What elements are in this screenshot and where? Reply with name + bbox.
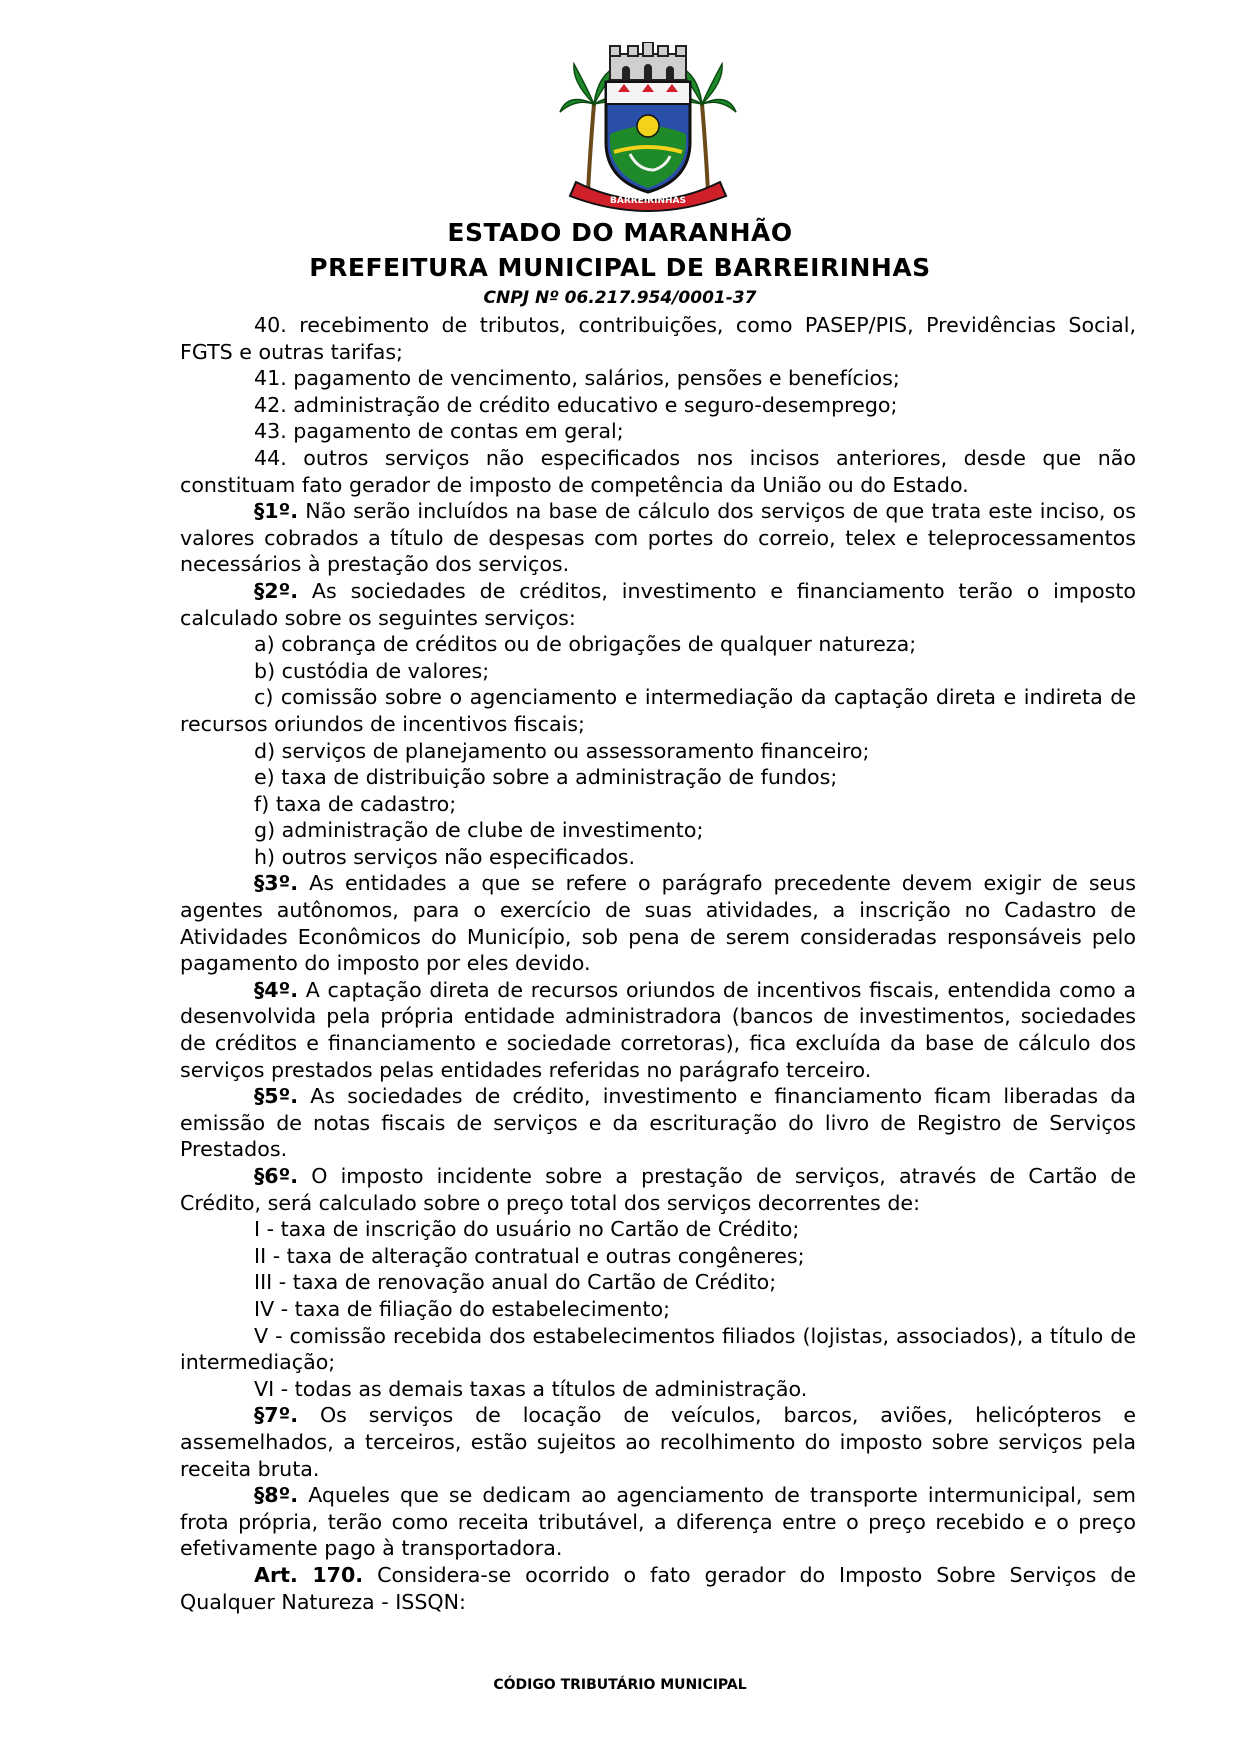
paragraph-lead: §8º.: [254, 1483, 299, 1508]
paragraph-text: Os serviços de locação de veículos, barcos, aviões, helicópteros e assemelhados, a terceiros, estão sujeitos ao recolhimento do imposto sobre serviços pela receita bruta.: [180, 1403, 1136, 1481]
paragraph-text: II - taxa de alteração contratual e outras congêneres;: [254, 1243, 805, 1268]
paragraph-text: c) comissão sobre o agenciamento e intermediação da captação direta e indireta de recursos oriundos de incentivos fiscais;: [180, 685, 1136, 736]
document-paragraph: [180, 1243, 1136, 1270]
document-paragraph: [180, 1216, 1136, 1243]
document-body: [180, 312, 1136, 1615]
paragraph-text: III - taxa de renovação anual do Cartão de Crédito;: [254, 1270, 777, 1295]
crest-banner-text: BARREIRINHAS: [610, 196, 686, 206]
paragraph-text: 44. outros serviços não especificados nos incisos anteriores, desde que não constituam fato gerador de imposto de competência da União ou do Estado.: [180, 445, 1136, 497]
state-title: ESTADO DO MARANHÃO: [447, 218, 793, 247]
paragraph-text: VI - todas as demais taxas a títulos de administração.: [254, 1376, 808, 1401]
document-paragraph: [180, 1482, 1136, 1562]
document-paragraph: [180, 365, 1136, 392]
paragraph-text: O imposto incidente sobre a prestação de serviços, através de Cartão de Crédito, será calculado sobre o preço total dos serviços decorrentes de:: [180, 1164, 1136, 1215]
paragraph-text: As sociedades de créditos, investimento e financiamento terão o imposto calculado sobre os seguintes serviços:: [180, 578, 1136, 630]
document-paragraph: [180, 1402, 1136, 1482]
paragraph-text: A captação direta de recursos oriundos de incentivos fiscais, entendida como a desenvolvida pela própria entidade administradora (bancos de investimentos, sociedades de créditos e financiamento e sociedade corretoras), fica excluída da base de cálculo dos serviços prestados pelas entidades referidas no parágrafo terceiro.: [180, 977, 1136, 1082]
document-paragraph: [180, 870, 1136, 976]
document-paragraph: [180, 1376, 1136, 1403]
document-paragraph: [180, 392, 1136, 419]
paragraph-lead: §6º.: [254, 1164, 299, 1188]
shield-icon: [606, 82, 690, 192]
paragraph-text: I - taxa de inscrição do usuário no Cartão de Crédito;: [254, 1217, 800, 1242]
document-paragraph: [180, 1269, 1136, 1296]
document-paragraph: [180, 844, 1136, 871]
paragraph-text: IV - taxa de filiação do estabelecimento;: [254, 1296, 671, 1321]
paragraph-lead: §1º.: [254, 499, 299, 524]
paragraph-text: As entidades a que se refere o parágrafo precedente devem exigir de seus agentes autônomos, para o exercício de suas atividades, a inscrição no Cadastro de Atividades Econômicos do Município, sob pena de serem consideradas responsáveis pelo pagamento do imposto por eles devido.: [180, 871, 1136, 976]
document-paragraph: [180, 817, 1136, 844]
paragraph-text: Considera-se ocorrido o fato gerador do Imposto Sobre Serviços de Qualquer Natureza - ISSQN:: [180, 1562, 1136, 1614]
paragraph-text: 43. pagamento de contas em geral;: [254, 419, 624, 444]
document-paragraph: [180, 1296, 1136, 1323]
document-paragraph: [180, 1083, 1136, 1163]
paragraph-text: 42. administração de crédito educativo e seguro-desemprego;: [254, 392, 898, 417]
castle-crown-icon: [610, 42, 686, 80]
document-paragraph: [180, 578, 1136, 631]
paragraph-lead: §3º.: [254, 871, 299, 896]
document-paragraph: [180, 684, 1136, 737]
paragraph-text: 40. recebimento de tributos, contribuições, como PASEP/PIS, Previdências Social, FGTS e outras tarifas;: [180, 313, 1136, 364]
paragraph-lead: §7º.: [254, 1403, 299, 1428]
paragraph-text: e) taxa de distribuição sobre a administração de fundos;: [254, 765, 838, 790]
document-paragraph: [180, 1163, 1136, 1216]
page-footer: CÓDIGO TRIBUTÁRIO MUNICIPAL: [493, 1677, 747, 1693]
paragraph-lead: §5º.: [254, 1084, 299, 1109]
paragraph-text: As sociedades de crédito, investimento e financiamento ficam liberadas da emissão de notas fiscais de serviços e da escrituração do livro de Registro de Serviços Prestados.: [180, 1084, 1136, 1162]
document-paragraph: [180, 445, 1136, 498]
document-paragraph: [180, 498, 1136, 578]
cnpj-line: CNPJ Nº 06.217.954/0001-37: [483, 288, 757, 308]
paragraph-lead: Art. 170.: [254, 1562, 364, 1587]
paragraph-text: g) administração de clube de investimento;: [254, 818, 704, 843]
document-paragraph: [180, 312, 1136, 365]
document-paragraph: [180, 738, 1136, 765]
paragraph-lead: §2º.: [254, 578, 299, 603]
paragraph-text: Não serão incluídos na base de cálculo dos serviços de que trata este inciso, os valores cobrados a título de despesas com portes do correio, telex e teleprocessamentos necessários à prestação dos serviços.: [180, 499, 1136, 577]
paragraph-text: 41. pagamento de vencimento, salários, pensões e benefícios;: [254, 366, 900, 391]
paragraph-text: V - comissão recebida dos estabelecimentos filiados (lojistas, associados), a título de intermediação;: [180, 1323, 1136, 1375]
paragraph-lead: §4º.: [254, 977, 299, 1002]
document-paragraph: [180, 1323, 1136, 1376]
paragraph-text: d) serviços de planejamento ou assessoramento financeiro;: [254, 738, 870, 763]
document-paragraph: [180, 1562, 1136, 1615]
paragraph-text: h) outros serviços não especificados.: [254, 844, 636, 869]
document-paragraph: [180, 631, 1136, 658]
document-paragraph: [180, 658, 1136, 685]
paragraph-text: f) taxa de cadastro;: [254, 791, 457, 816]
document-paragraph: [180, 764, 1136, 791]
document-paragraph: [180, 418, 1136, 445]
paragraph-text: a) cobrança de créditos ou de obrigações de qualquer natureza;: [254, 632, 917, 657]
document-paragraph: [180, 977, 1136, 1083]
document-paragraph: [180, 791, 1136, 818]
paragraph-text: Aqueles que se dedicam ao agenciamento de transporte intermunicipal, sem frota própria, terão como receita tributável, a diferença entre o preço recebido e o preço efetivamente pago à transportadora.: [180, 1483, 1136, 1561]
municipal-crest-logo: [558, 42, 738, 214]
paragraph-text: b) custódia de valores;: [254, 658, 490, 683]
city-hall-title: PREFEITURA MUNICIPAL DE BARREIRINHAS: [309, 253, 931, 282]
